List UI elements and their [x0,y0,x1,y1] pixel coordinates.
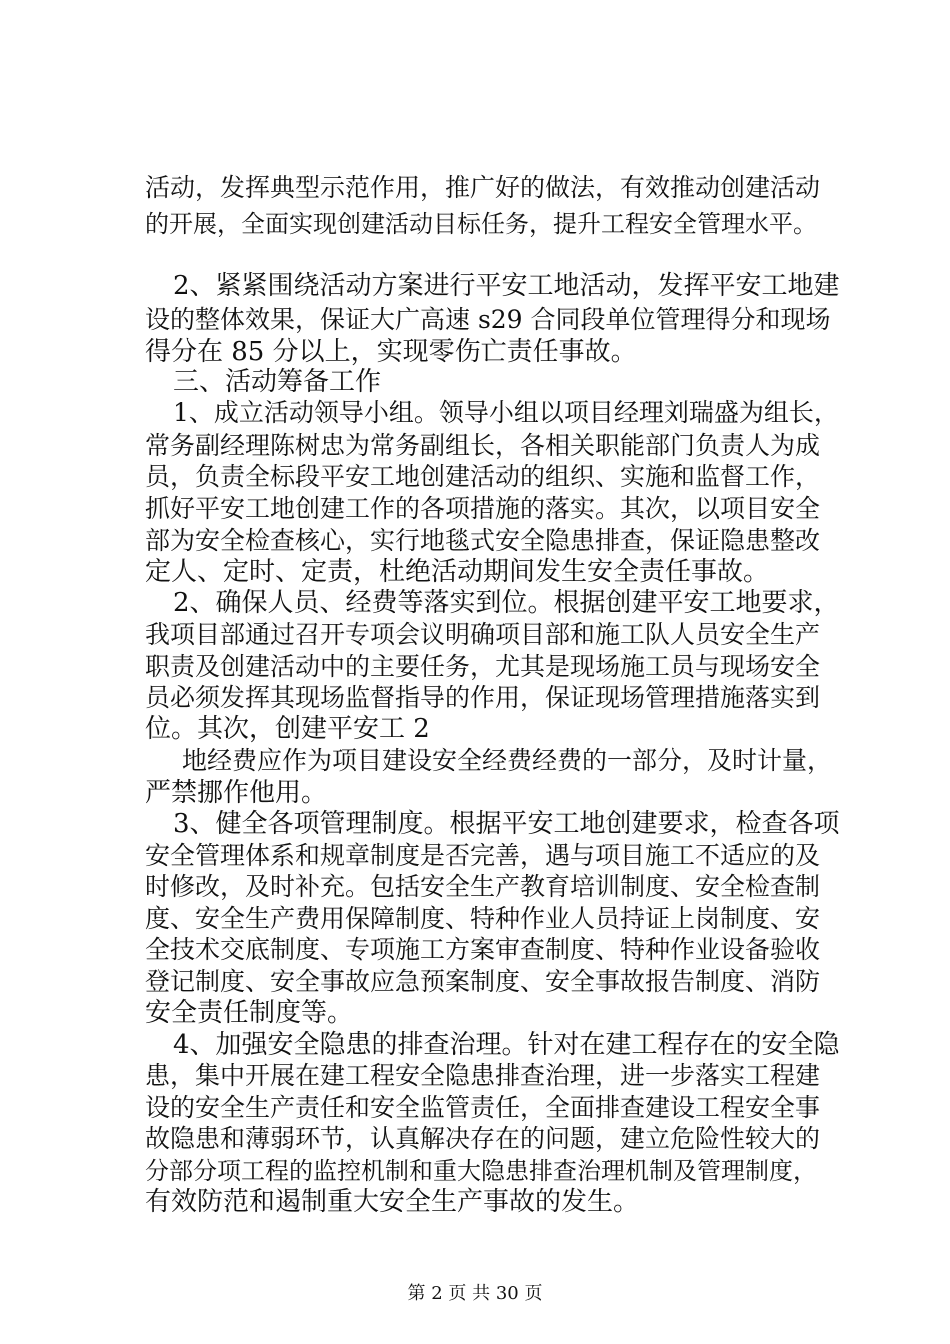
text-line: 安全管理体系和规章制度是否完善，遇与项目施工不适应的及 [145,841,821,870]
text-line: 1、成立活动领导小组。领导小组以项目经理刘瑞盛为组长， [173,398,839,427]
text-line: 时修改，及时补充。包括安全生产教育培训制度、安全检查制 [145,872,821,901]
text-line: 定人、定时、定责，杜绝活动期间发生安全责任事故。 [145,557,770,587]
text-line: 的开展，全面实现创建活动目标任务，提升工程安全管理水平。 [145,210,817,238]
text-line: 设的整体效果，保证大广高速 s29 合同段单位管理得分和现场 [145,305,831,334]
text-line: 度、安全生产费用保障制度、特种作业人员持证上岗制度、安 [145,904,821,933]
text-line: 严禁挪作他用。 [145,778,328,808]
text-line: 患，集中开展在建工程安全隐患排查治理，进一步落实工程建 [145,1061,821,1090]
text-line: 部为安全检查核心，实行地毯式安全隐患排查，保证隐患整改 [145,526,821,555]
text-line: 4、加强安全隐患的排查治理。针对在建工程存在的安全隐 [173,1030,840,1060]
text-line: 得分在 85 分以上，实现零伤亡责任事故。 [145,337,637,367]
text-line: 位。其次，创建平安工 2 [145,714,430,744]
text-line: 分部分项工程的监控机制和重大隐患排查治理机制及管理制度， [145,1157,817,1185]
text-line: 活动，发挥典型示范作用，推广好的做法，有效推动创建活动 [145,173,821,202]
text-line: 全技术交底制度、专项施工方案审查制度、特种作业设备验收 [145,935,821,964]
text-line: 安全责任制度等。 [145,998,354,1028]
text-line: 我项目部通过召开专项会议明确项目部和施工队人员安全生产 [145,620,821,649]
text-line: 员，负责全标段平安工地创建活动的组织、实施和监督工作， [145,462,821,491]
text-line: 地经费应作为项目建设安全经费经费的一部分，及时计量， [182,746,833,775]
text-line: 设的安全生产责任和安全监管责任，全面排查建设工程安全事 [145,1093,821,1122]
text-line: 2、确保人员、经费等落实到位。根据创建平安工地要求， [173,588,840,618]
text-line: 3、健全各项管理制度。根据平安工地创建要求，检查各项 [173,809,840,839]
text-line: 抓好平安工地创建工作的各项措施的落实。其次，以项目安全 [145,494,821,523]
text-line: 故隐患和薄弱环节，认真解决存在的问题，建立危险性较大的 [145,1124,821,1153]
text-line: 常务副经理陈树忠为常务副组长，各相关职能部门负责人为成 [145,431,821,460]
page-footer: 第 2 页 共 30 页 [407,1283,543,1304]
text-line: 职责及创建活动中的主要任务，尤其是现场施工员与现场安全 [145,652,821,681]
text-line: 有效防范和遏制重大安全生产事故的发生。 [145,1187,640,1217]
section-heading: 三、活动筹备工作 [173,367,382,397]
text-line: 登记制度、安全事故应急预案制度、安全事故报告制度、消防 [145,967,821,996]
text-line: 员必须发挥其现场监督指导的作用，保证现场管理措施落实到 [145,683,821,712]
text-line: 2、紧紧围绕活动方案进行平安工地活动，发挥平安工地建 [173,271,840,301]
